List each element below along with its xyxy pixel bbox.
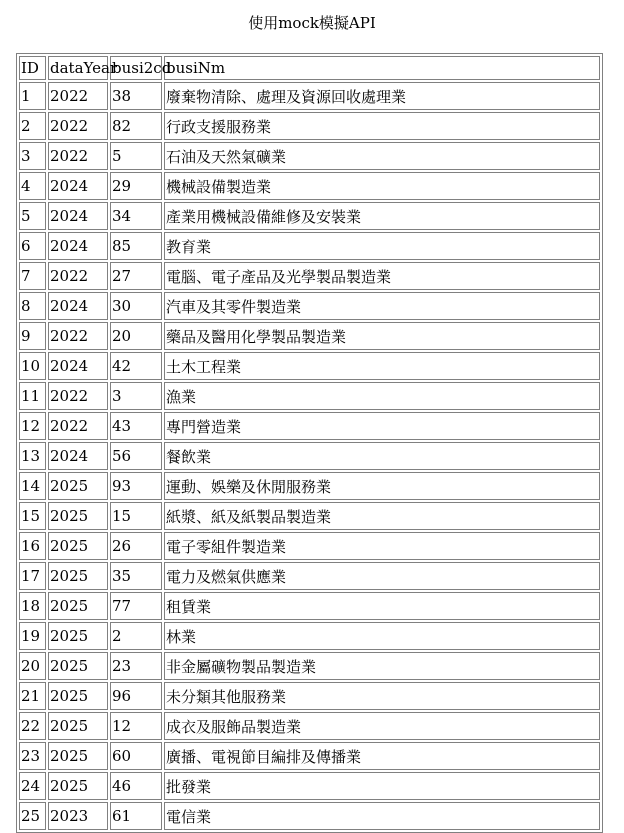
cell-busi2cd: 38 bbox=[110, 82, 162, 110]
cell-busi-nm: 未分類其他服務業 bbox=[164, 682, 600, 710]
cell-busi2cd: 23 bbox=[110, 652, 162, 680]
table-row bbox=[19, 232, 600, 260]
cell-busi-nm: 漁業 bbox=[164, 382, 600, 410]
cell-busi2cd: 5 bbox=[110, 142, 162, 170]
cell-data-year: 2025 bbox=[48, 592, 108, 620]
cell-data-year: 2025 bbox=[48, 712, 108, 740]
table-row bbox=[19, 742, 600, 770]
cell-busi2cd: 43 bbox=[110, 412, 162, 440]
cell-data-year: 2025 bbox=[48, 502, 108, 530]
cell-busi-nm: 土木工程業 bbox=[164, 352, 600, 380]
cell-data-year: 2022 bbox=[48, 382, 108, 410]
cell-data-year: 2025 bbox=[48, 652, 108, 680]
cell-busi2cd: 93 bbox=[110, 472, 162, 500]
cell-busi-nm: 電力及燃氣供應業 bbox=[164, 562, 600, 590]
cell-id: 25 bbox=[19, 802, 46, 830]
table-row bbox=[19, 322, 600, 350]
table-body bbox=[19, 82, 600, 830]
cell-data-year: 2025 bbox=[48, 532, 108, 560]
cell-data-year: 2024 bbox=[48, 292, 108, 320]
cell-id: 8 bbox=[19, 292, 46, 320]
cell-busi2cd: 60 bbox=[110, 742, 162, 770]
table-row bbox=[19, 112, 600, 140]
cell-busi-nm: 藥品及醫用化學製品製造業 bbox=[164, 322, 600, 350]
cell-id: 3 bbox=[19, 142, 46, 170]
cell-data-year: 2025 bbox=[48, 772, 108, 800]
column-header-data-year: dataYear bbox=[48, 56, 108, 80]
cell-busi2cd: 61 bbox=[110, 802, 162, 830]
column-header-busi2cd: busi2cd bbox=[110, 56, 162, 80]
table-row bbox=[19, 682, 600, 710]
table-row bbox=[19, 142, 600, 170]
cell-busi-nm: 汽車及其零件製造業 bbox=[164, 292, 600, 320]
cell-data-year: 2024 bbox=[48, 442, 108, 470]
cell-id: 2 bbox=[19, 112, 46, 140]
cell-data-year: 2022 bbox=[48, 112, 108, 140]
cell-busi2cd: 46 bbox=[110, 772, 162, 800]
cell-data-year: 2025 bbox=[48, 622, 108, 650]
header-row bbox=[19, 56, 600, 80]
cell-id: 23 bbox=[19, 742, 46, 770]
table-row bbox=[19, 592, 600, 620]
cell-data-year: 2022 bbox=[48, 82, 108, 110]
cell-id: 5 bbox=[19, 202, 46, 230]
cell-busi2cd: 85 bbox=[110, 232, 162, 260]
cell-busi2cd: 20 bbox=[110, 322, 162, 350]
cell-busi2cd: 35 bbox=[110, 562, 162, 590]
cell-id: 17 bbox=[19, 562, 46, 590]
cell-busi-nm: 廢棄物清除、處理及資源回收處理業 bbox=[164, 82, 600, 110]
cell-busi-nm: 電信業 bbox=[164, 802, 600, 830]
cell-busi-nm: 電腦、電子產品及光學製品製造業 bbox=[164, 262, 600, 290]
cell-data-year: 2024 bbox=[48, 202, 108, 230]
cell-busi-nm: 紙漿、紙及紙製品製造業 bbox=[164, 502, 600, 530]
table-row bbox=[19, 622, 600, 650]
cell-id: 1 bbox=[19, 82, 46, 110]
cell-busi2cd: 82 bbox=[110, 112, 162, 140]
table-row bbox=[19, 772, 600, 800]
cell-data-year: 2022 bbox=[48, 412, 108, 440]
cell-data-year: 2023 bbox=[48, 802, 108, 830]
table-row bbox=[19, 802, 600, 830]
cell-busi2cd: 42 bbox=[110, 352, 162, 380]
column-header-id: ID bbox=[19, 56, 46, 80]
cell-busi-nm: 廣播、電視節目編排及傳播業 bbox=[164, 742, 600, 770]
cell-busi2cd: 26 bbox=[110, 532, 162, 560]
table-row bbox=[19, 352, 600, 380]
table-row bbox=[19, 712, 600, 740]
table-row bbox=[19, 532, 600, 560]
cell-busi-nm: 機械設備製造業 bbox=[164, 172, 600, 200]
cell-id: 22 bbox=[19, 712, 46, 740]
cell-id: 24 bbox=[19, 772, 46, 800]
cell-busi-nm: 成衣及服飾品製造業 bbox=[164, 712, 600, 740]
cell-data-year: 2024 bbox=[48, 352, 108, 380]
cell-busi2cd: 56 bbox=[110, 442, 162, 470]
cell-busi2cd: 2 bbox=[110, 622, 162, 650]
table-row bbox=[19, 442, 600, 470]
cell-id: 7 bbox=[19, 262, 46, 290]
cell-busi2cd: 34 bbox=[110, 202, 162, 230]
cell-busi2cd: 29 bbox=[110, 172, 162, 200]
cell-busi2cd: 12 bbox=[110, 712, 162, 740]
cell-busi-nm: 電子零組件製造業 bbox=[164, 532, 600, 560]
cell-data-year: 2022 bbox=[48, 142, 108, 170]
cell-data-year: 2025 bbox=[48, 562, 108, 590]
cell-busi2cd: 15 bbox=[110, 502, 162, 530]
page-title: 使用mock模擬API bbox=[248, 14, 376, 32]
table-row bbox=[19, 82, 600, 110]
table-row bbox=[19, 502, 600, 530]
table-header bbox=[19, 56, 600, 80]
table-row bbox=[19, 562, 600, 590]
cell-id: 11 bbox=[19, 382, 46, 410]
table-row bbox=[19, 292, 600, 320]
cell-id: 6 bbox=[19, 232, 46, 260]
cell-data-year: 2025 bbox=[48, 682, 108, 710]
cell-data-year: 2024 bbox=[48, 172, 108, 200]
cell-busi-nm: 租賃業 bbox=[164, 592, 600, 620]
cell-id: 13 bbox=[19, 442, 46, 470]
data-table bbox=[16, 53, 603, 833]
cell-id: 10 bbox=[19, 352, 46, 380]
cell-data-year: 2025 bbox=[48, 742, 108, 770]
cell-id: 12 bbox=[19, 412, 46, 440]
cell-busi2cd: 3 bbox=[110, 382, 162, 410]
cell-busi2cd: 30 bbox=[110, 292, 162, 320]
cell-id: 21 bbox=[19, 682, 46, 710]
cell-data-year: 2025 bbox=[48, 472, 108, 500]
cell-id: 9 bbox=[19, 322, 46, 350]
table-row bbox=[19, 262, 600, 290]
cell-busi-nm: 餐飲業 bbox=[164, 442, 600, 470]
cell-id: 15 bbox=[19, 502, 46, 530]
cell-busi-nm: 批發業 bbox=[164, 772, 600, 800]
cell-data-year: 2022 bbox=[48, 262, 108, 290]
column-header-busi-nm: busiNm bbox=[164, 56, 600, 80]
cell-busi-nm: 產業用機械設備維修及安裝業 bbox=[164, 202, 600, 230]
table-row bbox=[19, 202, 600, 230]
cell-busi-nm: 專門營造業 bbox=[164, 412, 600, 440]
cell-busi-nm: 教育業 bbox=[164, 232, 600, 260]
table-row bbox=[19, 172, 600, 200]
cell-data-year: 2024 bbox=[48, 232, 108, 260]
cell-busi-nm: 非金屬礦物製品製造業 bbox=[164, 652, 600, 680]
cell-id: 16 bbox=[19, 532, 46, 560]
cell-busi2cd: 96 bbox=[110, 682, 162, 710]
table-row bbox=[19, 652, 600, 680]
cell-busi2cd: 77 bbox=[110, 592, 162, 620]
cell-id: 20 bbox=[19, 652, 46, 680]
cell-id: 4 bbox=[19, 172, 46, 200]
cell-id: 19 bbox=[19, 622, 46, 650]
cell-id: 18 bbox=[19, 592, 46, 620]
cell-busi-nm: 行政支援服務業 bbox=[164, 112, 600, 140]
table-row bbox=[19, 472, 600, 500]
cell-id: 14 bbox=[19, 472, 46, 500]
cell-busi-nm: 運動、娛樂及休閒服務業 bbox=[164, 472, 600, 500]
table-row bbox=[19, 412, 600, 440]
cell-busi2cd: 27 bbox=[110, 262, 162, 290]
cell-busi-nm: 林業 bbox=[164, 622, 600, 650]
table-row bbox=[19, 382, 600, 410]
cell-busi-nm: 石油及天然氣礦業 bbox=[164, 142, 600, 170]
cell-data-year: 2022 bbox=[48, 322, 108, 350]
